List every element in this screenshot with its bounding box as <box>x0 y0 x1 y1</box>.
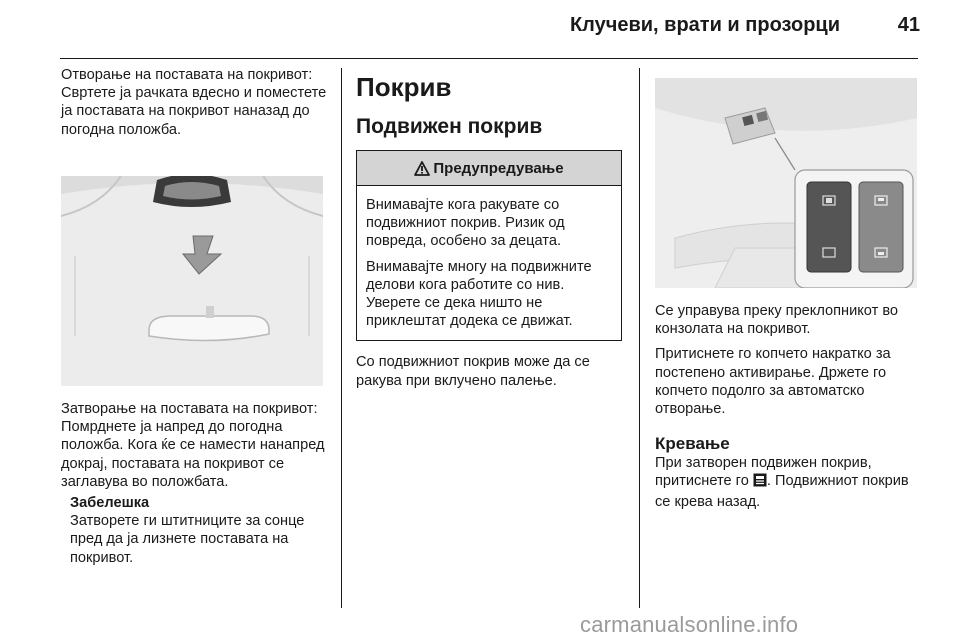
sunshade-handle-illustration <box>61 176 323 386</box>
column-divider-left <box>341 68 342 608</box>
section-heading-roof: Покрив <box>356 72 452 102</box>
warning-box <box>356 150 622 341</box>
column-1 <box>61 66 327 139</box>
column-divider-right <box>639 68 640 608</box>
watermark: carmanualsonline.info <box>580 612 799 637</box>
column-1-lower <box>61 400 327 567</box>
column-2 <box>356 72 622 390</box>
tilt-paragraph <box>655 454 923 511</box>
page-number: 41 <box>897 14 920 36</box>
note-title: Забелешка <box>70 495 150 512</box>
warning-body <box>357 186 621 340</box>
note-text: Затворете ги штитниците за сонце пред да ја лизнете поставата на покривот. <box>70 513 305 566</box>
tilt-paragraph-end: . Подвижниот покрив се крева назад. <box>655 473 909 510</box>
switch-console-paragraph: Се управува преку преклопникот во конзолата на покривот. <box>655 303 899 338</box>
warning-header <box>357 151 621 186</box>
warning-triangle-icon <box>414 161 430 176</box>
header-title: Клучеви, врати и прозорци <box>569 14 840 36</box>
subheading-sunroof: Подвижен покрив <box>356 115 543 138</box>
sunroof-ignition-paragraph: Со подвижниот покрив може да се ракува при вклучено палење. <box>356 354 590 389</box>
column-3 <box>655 302 923 511</box>
warning-paragraph-1: Внимавајте кога ракувате со подвижниот покрив. Ризик од повреда, особено за децата. <box>366 197 565 250</box>
sunshade-close-paragraph: Затворање на поставата на покривот: Помрднете ја напред до погодна положба. Кога ќе се намести нанапред докрај, поставата на покривот се заглавува во положбата. <box>61 401 325 490</box>
subheading-tilt: Кревање <box>655 434 730 454</box>
roof-console-switch-illustration <box>655 78 917 288</box>
sunshade-open-paragraph: Отворање на поставата на покривот: Свртете ја рачката вдесно и поместете ја поставата на покривот наназад до погодна положба. <box>61 67 327 138</box>
warning-paragraph-2: Внимавајте многу на подвижните делови кога работите со нив. Уверете се дека ништо не приклештат додека се движат. <box>366 258 592 330</box>
header-rule <box>60 58 918 59</box>
tilt-paragraph-start: При затворен подвижен покрив, притиснете го <box>655 455 872 490</box>
warning-title: Предупредување <box>433 159 564 177</box>
button-press-paragraph: Притиснете го копчето накратко за постепено активирање. Држете го копчето подолго за автоматско отворање. <box>655 346 891 418</box>
tilt-button-icon <box>753 473 767 492</box>
note-block <box>70 494 327 567</box>
